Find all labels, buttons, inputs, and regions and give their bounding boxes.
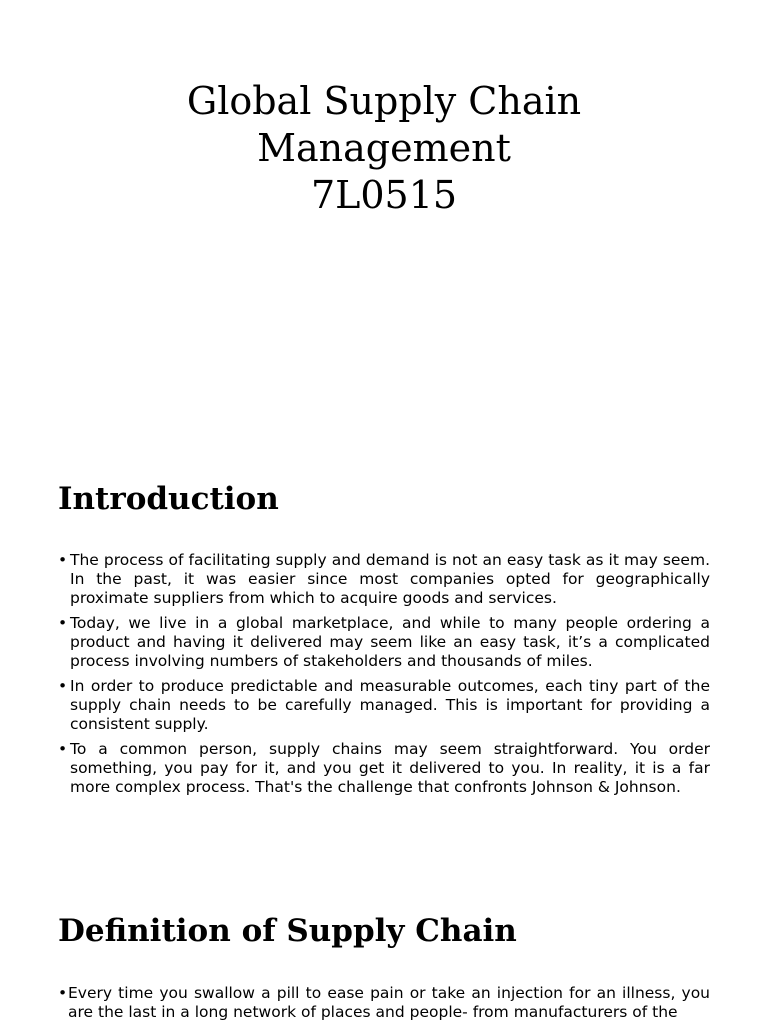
bullet-text: To a common person, supply chains may seem straightforward. You order something, you pay for it, and you get it delivered to you. In reality, it is a far more complex process. That's the challenge that confronts Johnson & Johnson. <box>70 740 710 796</box>
course-code: 7L0515 <box>310 173 458 217</box>
definition-bullet-list <box>58 984 710 1028</box>
title-line-1: Global Supply Chain <box>186 79 582 123</box>
bullet-icon: • <box>58 740 68 758</box>
definition-bullet-1 <box>58 984 710 1022</box>
bullet-icon: • <box>58 614 68 632</box>
document-title <box>0 78 768 219</box>
definition-heading: Definition of Supply Chain <box>58 913 517 949</box>
introduction-bullet-list <box>58 551 710 803</box>
title-line-2: Management <box>257 126 511 170</box>
bullet-text: Every time you swallow a pill to ease pain or take an injection for an illness, you are the last in a long network of places and people- from manufacturers of the <box>68 984 710 1021</box>
title-slide <box>0 0 768 440</box>
bullet-icon: • <box>58 677 68 695</box>
bullet-text: In order to produce predictable and measurable outcomes, each tiny part of the supply chain needs to be carefully managed. This is important for providing a consistent supply. <box>70 677 710 733</box>
introduction-bullet-2 <box>58 614 710 671</box>
introduction-bullet-1 <box>58 551 710 608</box>
introduction-bullet-4 <box>58 740 710 797</box>
bullet-icon: • <box>58 984 68 1002</box>
introduction-heading: Introduction <box>58 481 279 517</box>
introduction-slide <box>0 440 768 910</box>
introduction-bullet-3 <box>58 677 710 734</box>
bullet-text: Today, we live in a global marketplace, and while to many people ordering a product and having it delivered may seem like an easy task, it’s a complicated process involving numbers of stakeholders and thousands of miles. <box>70 614 710 670</box>
definition-slide <box>0 910 768 1024</box>
bullet-text: The process of facilitating supply and demand is not an easy task as it may seem. In the past, it was easier since most companies opted for geographically proximate suppliers from which to acquire goods and services. <box>70 551 710 607</box>
bullet-icon: • <box>58 551 68 569</box>
